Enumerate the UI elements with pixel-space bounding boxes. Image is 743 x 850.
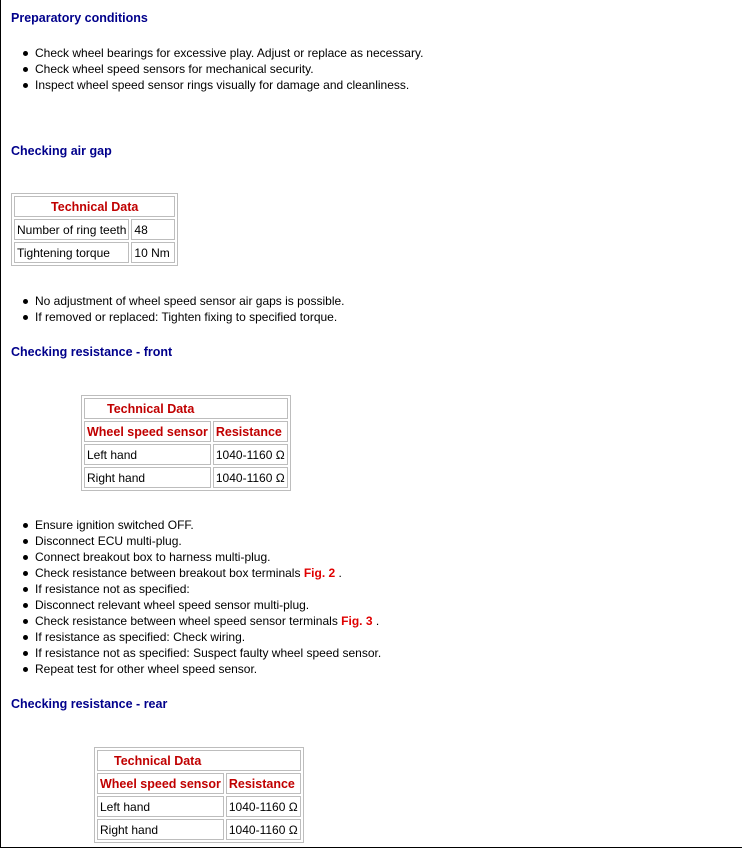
table-header-row bbox=[84, 421, 288, 442]
table-cell: 10 Nm bbox=[131, 242, 175, 263]
table-cell: Tightening torque bbox=[14, 242, 129, 263]
front-procedure-list bbox=[0, 517, 381, 677]
table-cell: 1040-1160 Ω bbox=[213, 467, 288, 488]
table-cell: 1040-1160 Ω bbox=[226, 819, 301, 840]
heading-checking-resistance-rear: Checking resistance - rear bbox=[11, 697, 168, 711]
list-item: Disconnect relevant wheel speed sensor multi-plug. bbox=[0, 597, 381, 613]
list-item: Inspect wheel speed sensor rings visually for damage and cleanliness. bbox=[0, 77, 423, 93]
rear-technical-data-table bbox=[94, 747, 304, 843]
table-row bbox=[97, 819, 301, 840]
table-cell: Left hand bbox=[97, 796, 224, 817]
heading-preparatory-conditions: Preparatory conditions bbox=[11, 11, 148, 25]
table-cell: Right hand bbox=[97, 819, 224, 840]
fig-3-link[interactable]: Fig. 3 bbox=[341, 614, 373, 628]
table-header-row bbox=[97, 773, 301, 794]
list-item: Connect breakout box to harness multi-plug. bbox=[0, 549, 381, 565]
table-title: Technical Data bbox=[97, 750, 301, 771]
column-header-wheel-speed-sensor: Wheel speed sensor bbox=[97, 773, 224, 794]
list-item: If resistance not as specified: bbox=[0, 581, 381, 597]
table-row bbox=[84, 444, 288, 465]
list-item bbox=[0, 565, 381, 581]
column-header-resistance: Resistance bbox=[213, 421, 288, 442]
air-gap-technical-data-table bbox=[11, 193, 178, 266]
heading-checking-air-gap: Checking air gap bbox=[11, 144, 112, 158]
period: . bbox=[338, 566, 342, 580]
list-item: No adjustment of wheel speed sensor air gaps is possible. bbox=[0, 293, 345, 309]
list-item bbox=[0, 613, 381, 629]
table-title: Technical Data bbox=[84, 398, 288, 419]
table-cell: 1040-1160 Ω bbox=[213, 444, 288, 465]
list-item: If resistance as specified: Check wiring. bbox=[0, 629, 381, 645]
fig-2-link[interactable]: Fig. 2 bbox=[303, 566, 336, 580]
table-cell: 48 bbox=[131, 219, 175, 240]
table-cell: 1040-1160 Ω bbox=[226, 796, 301, 817]
preparatory-list bbox=[0, 45, 423, 93]
list-item: Repeat test for other wheel speed sensor. bbox=[0, 661, 381, 677]
table-cell: Left hand bbox=[84, 444, 211, 465]
list-item: Check wheel speed sensors for mechanical security. bbox=[0, 61, 423, 77]
heading-checking-resistance-front: Checking resistance - front bbox=[11, 345, 173, 359]
front-technical-data-table bbox=[81, 395, 291, 491]
list-item-text: Check resistance between breakout box terminals bbox=[35, 566, 301, 580]
table-row bbox=[84, 467, 288, 488]
table-cell: Number of ring teeth bbox=[14, 219, 129, 240]
list-item-text: Check resistance between wheel speed sensor terminals bbox=[35, 614, 338, 628]
list-item: If resistance not as specified: Suspect faulty wheel speed sensor. bbox=[0, 645, 381, 661]
table-title: Technical Data bbox=[14, 196, 175, 217]
table-row bbox=[14, 242, 175, 263]
list-item: If removed or replaced: Tighten fixing to specified torque. bbox=[0, 309, 345, 325]
table-cell: Right hand bbox=[84, 467, 211, 488]
list-item: Ensure ignition switched OFF. bbox=[0, 517, 381, 533]
list-item: Check wheel bearings for excessive play. Adjust or replace as necessary. bbox=[0, 45, 423, 61]
column-header-wheel-speed-sensor: Wheel speed sensor bbox=[84, 421, 211, 442]
period: . bbox=[375, 614, 380, 628]
column-header-resistance: Resistance bbox=[226, 773, 301, 794]
air-gap-list bbox=[0, 293, 345, 325]
list-item: Disconnect ECU multi-plug. bbox=[0, 533, 381, 549]
table-row bbox=[97, 796, 301, 817]
table-row bbox=[14, 219, 175, 240]
